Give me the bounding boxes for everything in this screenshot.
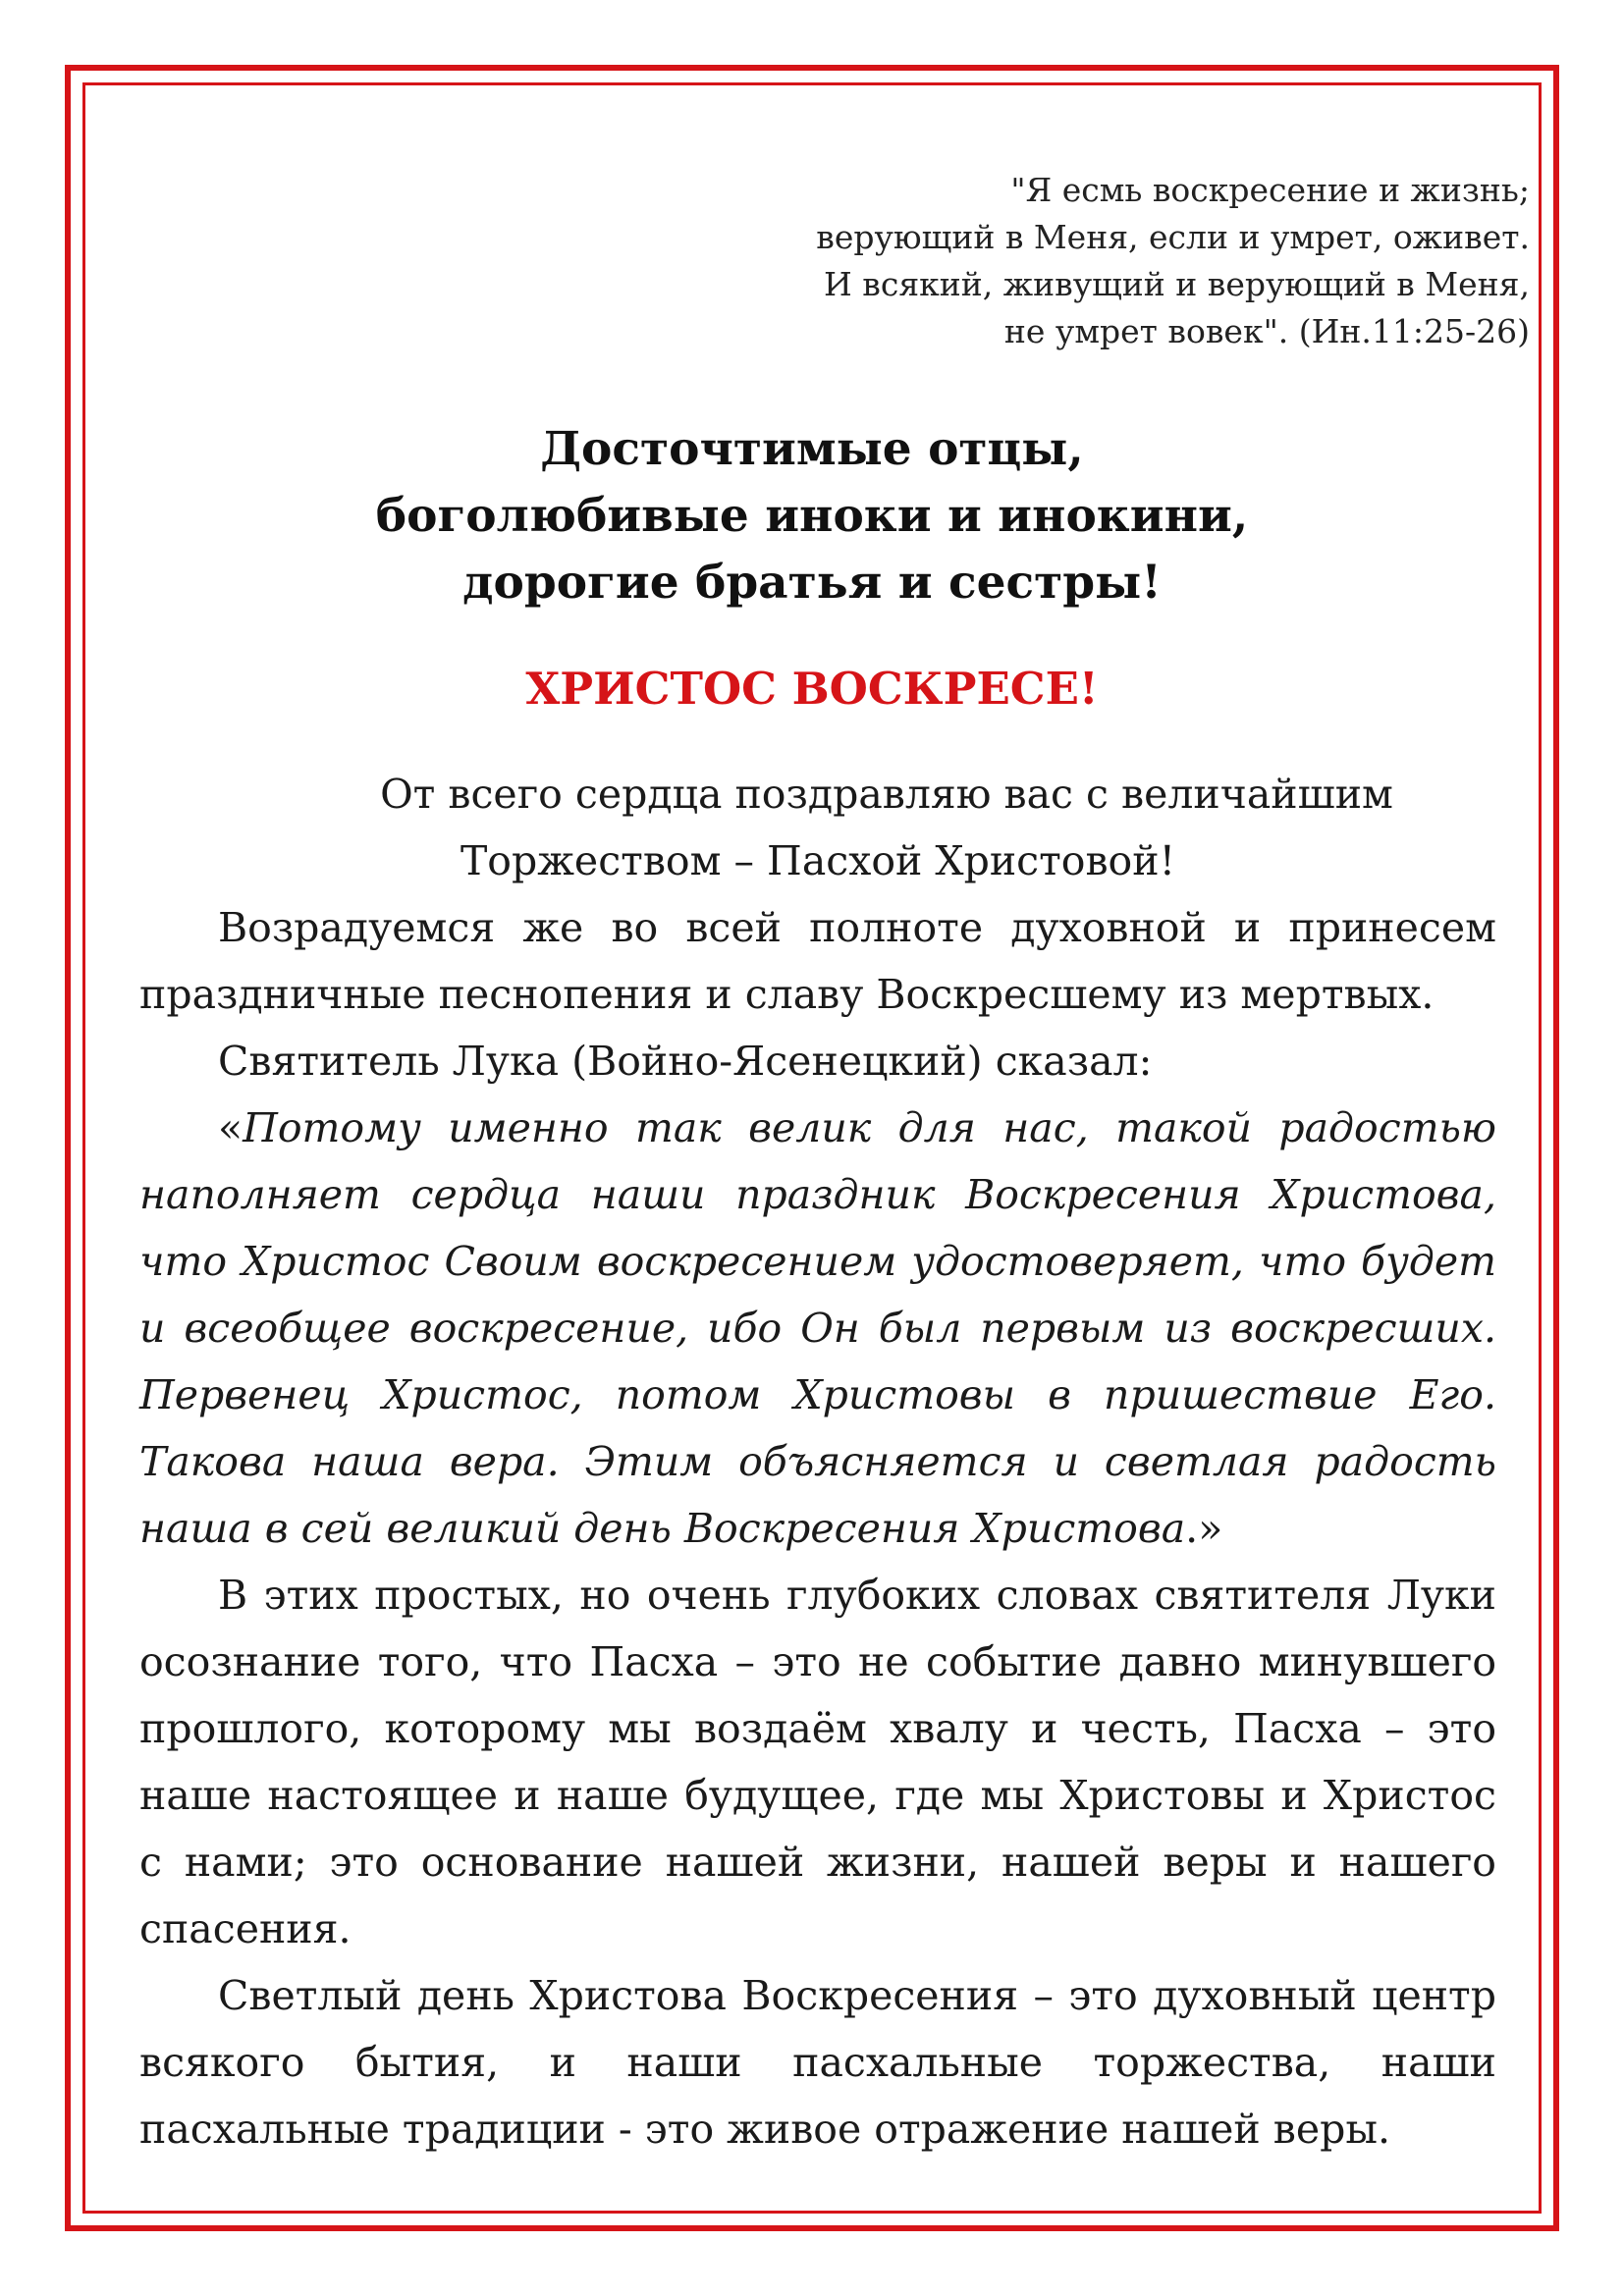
epigraph-line: верующий в Меня, если и умрет, оживет. bbox=[816, 218, 1530, 256]
heading-line: Досточтимые отцы, bbox=[540, 422, 1084, 476]
intro-line: Торжеством – Пасхой Христовой! bbox=[460, 837, 1176, 884]
intro-line: От всего сердца поздравляю вас с величайшим bbox=[380, 771, 1393, 818]
quote-close-mark: .» bbox=[1185, 1505, 1223, 1552]
simple-words-paragraph: В этих простых, но очень глубоких словах святителя Луки осознание того, что Пасха – это не событие давно минувшего прошлого, которому мы воздаём хвалу и честь, Пасха – это наше настоящее и наше будущее, где мы Христовы и Христос с нами; это основание нашей жизни, нашей веры и нашего спасения. bbox=[139, 1572, 1496, 1952]
epigraph-line: И всякий, живущий и верующий в Меня, bbox=[824, 265, 1530, 303]
quote-open-mark: « bbox=[218, 1104, 244, 1151]
intro-paragraph bbox=[139, 761, 1496, 894]
easter-greeting: ХРИСТОС ВОСКРЕСЕ! bbox=[525, 663, 1099, 715]
luka-intro-paragraph: Святитель Лука (Войно-Ясенецкий) сказал: bbox=[218, 1038, 1153, 1085]
address-heading bbox=[0, 416, 1624, 616]
luka-quote-text: Потому именно так велик для нас, такой радостью наполняет сердца наши праздник Воскресения Христова, что Христос Своим воскресением удостоверяет, что будет и всеобщее воскресение, ибо Он был первым из воскресших. Первенец Христос, потом Христовы в пришествие Его. Такова наша вера. Этим объясняется и светлая радость наша в сей великий день Воскресения Христова bbox=[139, 1104, 1496, 1552]
luka-quote-paragraph bbox=[139, 1095, 1496, 1562]
heading-line: дорогие братья и сестры! bbox=[462, 556, 1162, 610]
epigraph-line: "Я есмь воскресение и жизнь; bbox=[1010, 171, 1530, 209]
rejoice-paragraph: Возрадуемся же во всей полноте духовной и принесем праздничные песнопения и славу Воскресшему из мертвых. bbox=[139, 904, 1496, 1018]
epigraph-line: не умрет вовек". (Ин.11:25-26) bbox=[1003, 312, 1530, 350]
heading-line: боголюбивые иноки и инокини, bbox=[375, 489, 1249, 543]
epigraph-quote bbox=[646, 167, 1530, 355]
letter-body bbox=[139, 761, 1496, 2163]
bright-day-paragraph: Светлый день Христова Воскресения – это духовный центр всякого бытия, и наши пасхальные торжества, наши пасхальные традиции - это живое отражение нашей веры. bbox=[139, 1972, 1496, 2153]
